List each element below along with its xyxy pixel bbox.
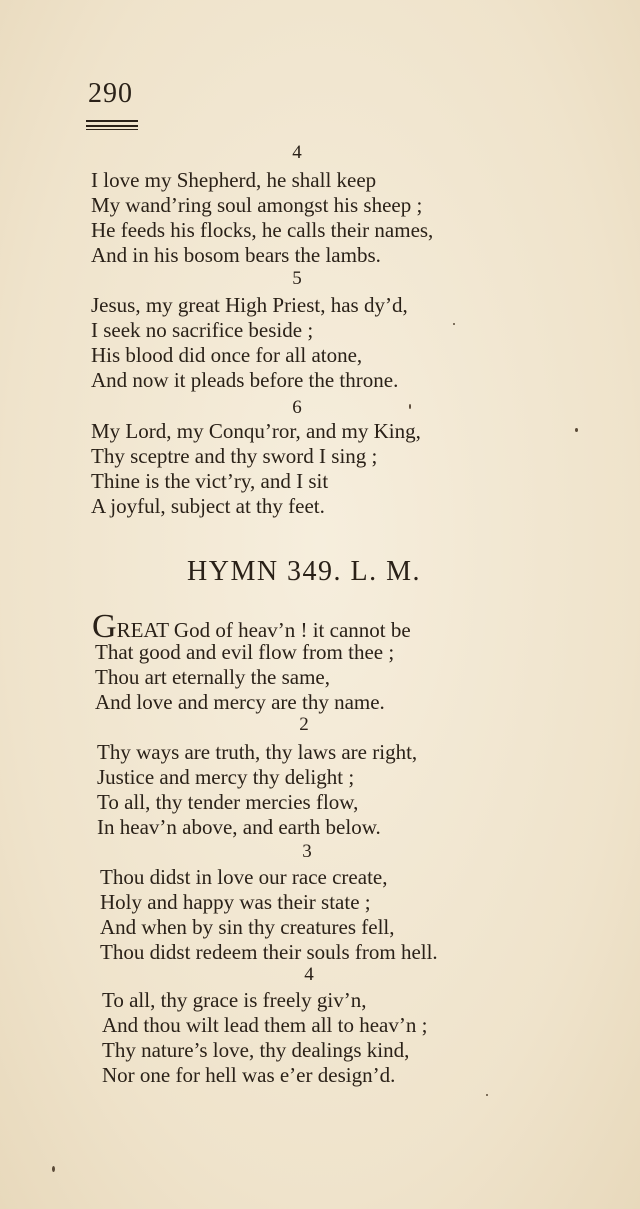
verse-line: Thy sceptre and thy sword I sing ; (91, 444, 378, 468)
verse-line: And in his bosom bears the lambs. (91, 243, 381, 267)
verse-line: Thy ways are truth, thy laws are right, (97, 740, 418, 764)
verse-line: I seek no sacrifice beside ; (91, 318, 314, 342)
drop-cap: G (92, 608, 117, 645)
verse-line: A joyful, subject at thy feet. (91, 494, 325, 518)
stanza-number: 5 (292, 268, 302, 289)
verse-line: Thou didst redeem their souls from hell. (100, 940, 438, 964)
paper-speck (453, 323, 455, 325)
stanza-number: 6 (292, 397, 302, 418)
page-number: 290 (88, 78, 133, 109)
verse-line: And love and mercy are thy name. (95, 690, 385, 714)
verse-line: To all, thy tender mercies flow, (97, 790, 359, 814)
verse-line: To all, thy grace is freely giv’n, (102, 988, 367, 1012)
paper-speck (575, 428, 578, 432)
paper-speck (486, 1094, 488, 1096)
verse-line: Thine is the vict’ry, and I sit (91, 469, 329, 493)
verse-line: I love my Shepherd, he shall keep (91, 168, 377, 192)
verse-line: In heav’n above, and earth below. (97, 815, 381, 839)
paper-speck (52, 1166, 55, 1172)
first-line-text: REAT God of heav’n ! it cannot be (116, 618, 411, 642)
verse-line: Justice and mercy thy delight ; (97, 765, 355, 789)
paper-speck (409, 404, 411, 409)
verse-line: Holy and happy was their state ; (100, 890, 371, 914)
verse-line-first (92, 608, 411, 645)
verse-line: Nor one for hell was e’er design’d. (102, 1063, 396, 1087)
verse-line: And when by sin thy creatures fell, (100, 915, 395, 939)
verse-line: Jesus, my great High Priest, has dy’d, (91, 293, 408, 317)
stanza-number: 3 (302, 841, 312, 862)
stanza-number: 4 (304, 964, 314, 985)
verse-line: His blood did once for all atone, (91, 343, 363, 367)
header-rule (86, 129, 138, 130)
verse-line: My wand’ring soul amongst his sheep ; (91, 193, 423, 217)
verse-line: And thou wilt lead them all to heav’n ; (102, 1013, 428, 1037)
verse-line: And now it pleads before the throne. (91, 368, 399, 392)
verse-line: He feeds his flocks, he calls their names, (91, 218, 434, 242)
verse-line: Thou didst in love our race create, (100, 865, 388, 889)
stanza-number: 4 (292, 142, 302, 163)
verse-line: Thy nature’s love, thy dealings kind, (102, 1038, 410, 1062)
verse-line: Thou art eternally the same, (95, 665, 330, 689)
verse-line: That good and evil flow from thee ; (95, 640, 395, 664)
verse-line: My Lord, my Conqu’ror, and my King, (91, 419, 421, 443)
header-rule (86, 120, 138, 122)
stanza-number: 2 (299, 714, 309, 735)
hymn-title: HYMN 349. L. M. (187, 556, 422, 587)
header-rule (86, 125, 138, 127)
